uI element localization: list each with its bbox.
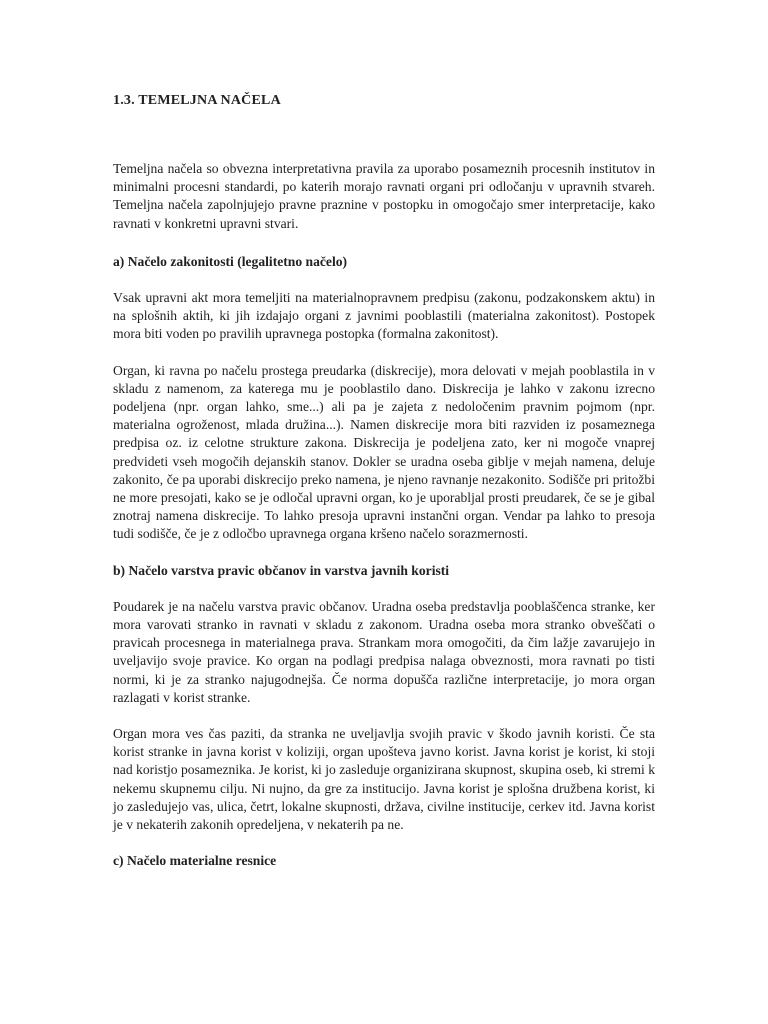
section-a-paragraph-1: Vsak upravni akt mora temeljiti na materialnopravnem predpisu (zakonu, podzakonskem aktu) in na splošnih aktih, ki jih izdajajo organi z javnimi pooblastili (materialna zakonitost). Postopek mora biti voden po pravilih upravnega postopka (formalna zakonitost). <box>113 290 655 342</box>
intro-paragraph: Temeljna načela so obvezna interpretativna pravila za uporabo posameznih procesnih institutov in minimalni procesni standardi, po katerih morajo ravnati organi pri odločanju v upravnih stvareh. Temeljna načela zapolnjujejo pravne praznine v postopku in omogočajo smer interpretacije, kako ravnati v konkretni upravni stvari. <box>113 161 655 231</box>
section-heading-a: a) Načelo zakonitosti (legalitetno načelo) <box>113 253 348 269</box>
section-b-paragraph-1: Poudarek je na načelu varstva pravic občanov. Uradna oseba predstavlja pooblaščenca stranke, ker mora varovati stranko in ravnati v skladu z zakonom. Uradna oseba mora stranko obveščati o pravicah procesnega in materialnega prava. Strankam mora omogočiti, da čim lažje zavarujejo in uveljavijo svoje pravice. Ko organ na podlagi predpisa nalaga obveznosti, mora ravnati po tisti normi, ki je za stranko najugodnejša. Če norma dopušča različne interpretacije, jo mora organ razlagati v korist stranke. <box>113 598 655 705</box>
section-a-paragraph-2: Organ, ki ravna po načelu prostega preudarka (diskrecije), mora delovati v mejah pooblastila in v skladu z namenom, za katerega mu je pooblastilo dano. Diskrecija je lahko v zakonu izrecno podeljena (npr. organ lahko, sme...) ali pa je zajeta z nedoločenim pravnim pojmom (npr. materialna ogroženost, mlada družina...). Namen diskrecije mora biti razviden iz posameznega predpisa oz. iz celotne strukture zakona. Diskrecija je podeljena zato, ker ni mogoče vnaprej predvideti vseh mogočih dejanskih stanov. Dokler se uradna oseba giblje v mejah namena, deluje zakonito, če pa uporabi diskrecijo preko namena, je njeno ravnanje nezakonito. Sodišče pri pritožbi ne more presojati, kako se je odločal upravni organ, ko je uporabljal prosti preudarek, če se je gibal znotraj namena diskrecije. To lahko presoja upravni instančni organ. Vendar pa lahko to presoja tudi sodišče, če je z odločbo upravnega organa kršeno načelo sorazmernosti. <box>113 362 655 542</box>
document-title: 1.3. TEMELJNA NAČELA <box>113 93 281 108</box>
section-heading-c: c) Načelo materialne resnice <box>113 853 277 869</box>
section-heading-b: b) Načelo varstva pravic občanov in varstva javnih koristi <box>113 562 450 578</box>
section-b-paragraph-2: Organ mora ves čas paziti, da stranka ne uveljavlja svojih pravic v škodo javnih koristi. Če sta korist stranke in javna korist v koliziji, organ upošteva javno korist. Javna korist je korist, ki stoji nad koristjo posameznika. Je korist, ki jo zasleduje organizirana skupnost, skupina oseb, ki stremi k nekemu skupnemu cilju. Ni nujno, da gre za institucijo. Javna korist je splošna družbena korist, ki jo zasledujejo vas, ulica, četrt, lokalne skupnosti, država, civilne institucije, cerkev itd. Javna korist je v nekaterih zakonih opredeljena, v nekaterih pa ne. <box>113 726 655 833</box>
